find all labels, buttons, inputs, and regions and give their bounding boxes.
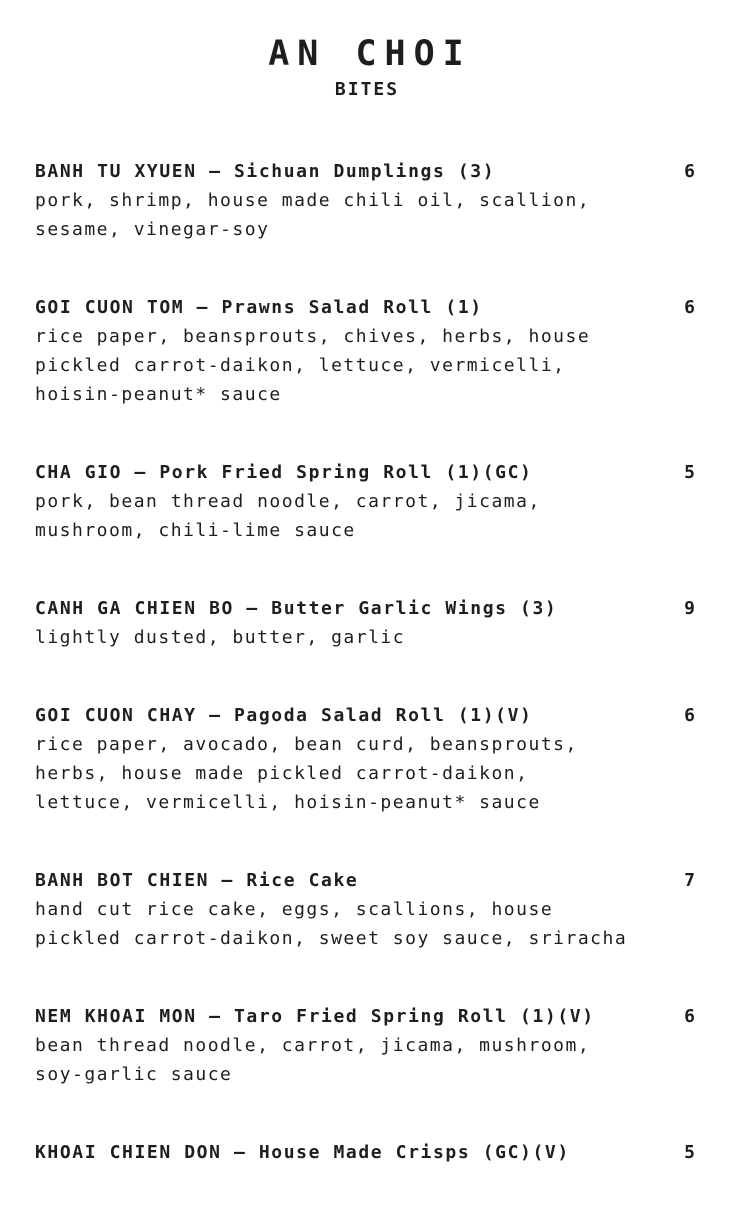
menu-item-name: BANH BOT CHIEN – Rice Cake xyxy=(35,870,359,891)
menu-item-name: NEM KHOAI MON – Taro Fried Spring Roll (1)(V) xyxy=(35,1006,595,1027)
menu-item-header xyxy=(35,293,695,322)
menu-item-price: 6 xyxy=(684,1006,695,1027)
menu-item-description: pork, shrimp, house made chili oil, scallion, sesame, vinegar-soy xyxy=(35,190,591,240)
menu-item-description: rice paper, avocado, bean curd, beansprouts, herbs, house made pickled carrot-daikon, lettuce, vermicelli, hoisin-peanut* sauce xyxy=(35,734,578,813)
menu-item-header xyxy=(35,701,695,730)
menu-item-name: CHA GIO – Pork Fried Spring Roll (1)(GC) xyxy=(35,462,533,483)
menu-item-description: pork, bean thread noodle, carrot, jicama, mushroom, chili-lime sauce xyxy=(35,491,541,541)
menu-item xyxy=(35,594,695,652)
menu-item-header xyxy=(35,866,695,895)
menu-item-price: 6 xyxy=(684,297,695,318)
menu-title: AN CHOI xyxy=(268,34,472,74)
menu-item xyxy=(35,458,695,545)
menu-item-header xyxy=(35,157,695,186)
menu-item-name: BANH TU XYUEN – Sichuan Dumplings (3) xyxy=(35,161,496,182)
menu-item-price: 7 xyxy=(684,870,695,891)
menu-list xyxy=(35,157,695,1216)
menu-item-name: CANH GA CHIEN BO – Butter Garlic Wings (3) xyxy=(35,598,558,619)
menu-item xyxy=(35,1138,695,1167)
menu-item-price: 5 xyxy=(684,462,695,483)
menu-item-price: 5 xyxy=(684,1142,695,1163)
menu-item-price: 6 xyxy=(684,161,695,182)
menu-item-header xyxy=(35,594,695,623)
menu-item-header xyxy=(35,458,695,487)
menu-item-price: 9 xyxy=(684,598,695,619)
menu-header xyxy=(0,32,732,102)
menu-item xyxy=(35,701,695,817)
menu-item xyxy=(35,1002,695,1089)
menu-item-header xyxy=(35,1002,695,1031)
menu-item-name: GOI CUON TOM – Prawns Salad Roll (1) xyxy=(35,297,483,318)
menu-item-description: bean thread noodle, carrot, jicama, mushroom, soy-garlic sauce xyxy=(35,1035,591,1085)
menu-item-description: rice paper, beansprouts, chives, herbs, house pickled carrot-daikon, lettuce, vermicelli, hoisin-peanut* sauce xyxy=(35,326,591,405)
menu-item-description: lightly dusted, butter, garlic xyxy=(35,627,406,648)
menu-item xyxy=(35,157,695,244)
menu-item xyxy=(35,866,695,953)
menu-item-description: hand cut rice cake, eggs, scallions, house pickled carrot-daikon, sweet soy sauce, sriracha xyxy=(35,899,628,949)
menu-item-header xyxy=(35,1138,695,1167)
menu-section-title: BITES xyxy=(334,79,400,100)
menu-item-name: GOI CUON CHAY – Pagoda Salad Roll (1)(V) xyxy=(35,705,533,726)
menu-item xyxy=(35,293,695,409)
menu-item-price: 6 xyxy=(684,705,695,726)
menu-item-name: KHOAI CHIEN DON – House Made Crisps (GC)(V) xyxy=(35,1142,570,1163)
